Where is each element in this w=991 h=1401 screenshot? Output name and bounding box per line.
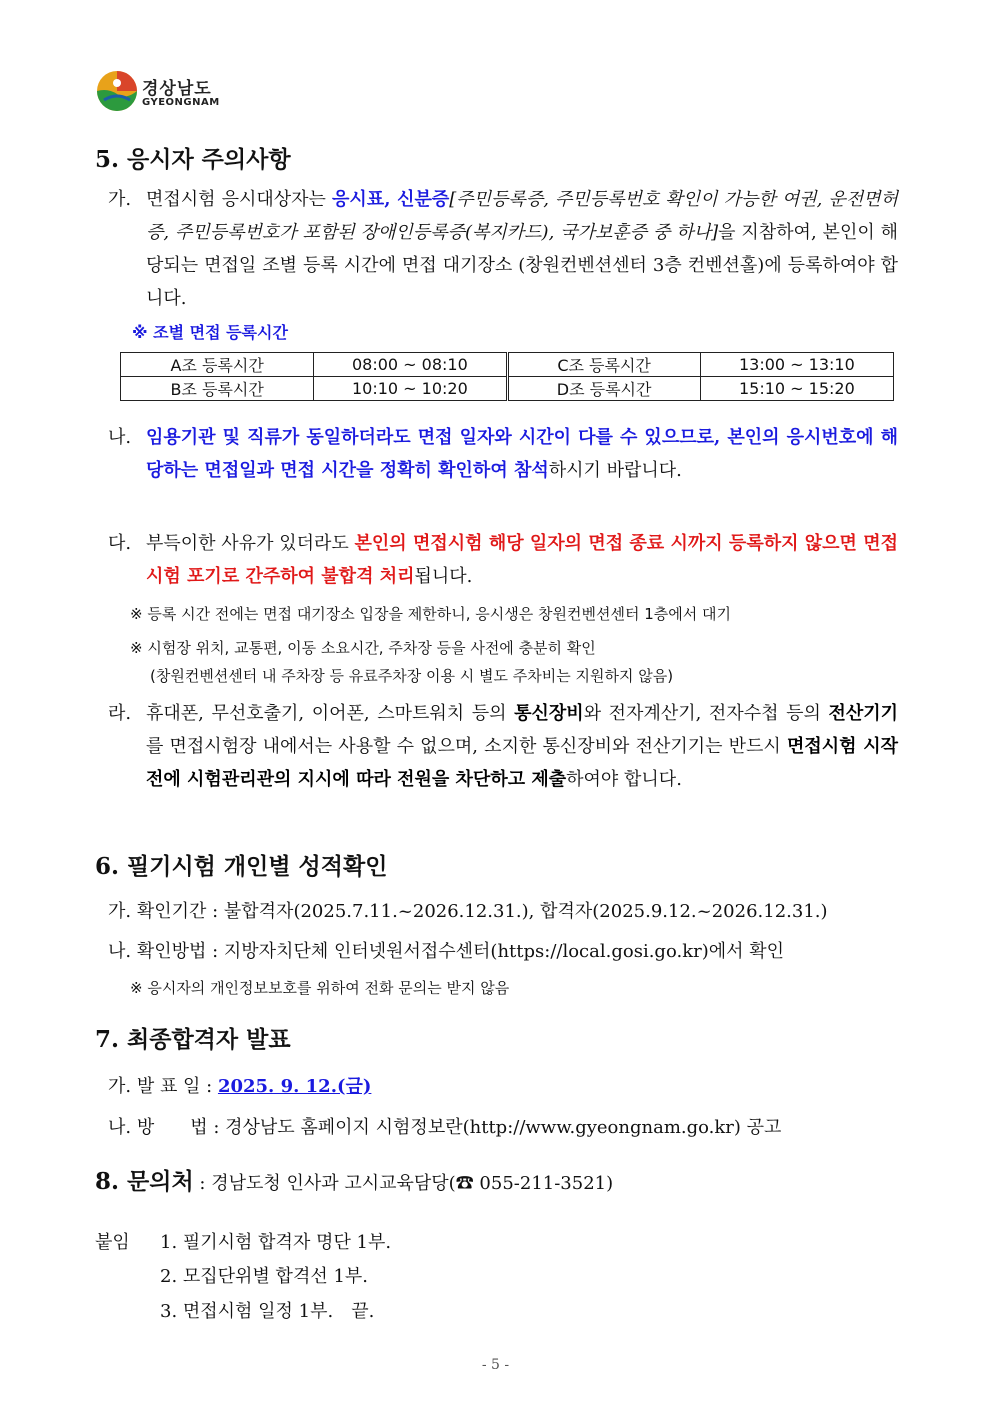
note-location: ※ 시험장 위치, 교통편, 이동 소요시간, 주차장 등을 사전에 충분히 확인 (130, 639, 596, 657)
emphasis-text: 임용기관 및 직류가 동일하더라도 면접 일자와 시간이 다를 수 있으므로, 본인의 응시번호에 해당하는 면접일과 면접 시간을 정확히 확인하여 참석 (146, 427, 898, 481)
text: 가. 발 표 일 : (108, 1076, 218, 1097)
schedule-table-title: ※ 조별 면접 등록시간 (132, 323, 288, 342)
s5-item-na (108, 421, 898, 487)
table-cell: 13:00 ~ 13:10 (700, 353, 893, 377)
registration-schedule-table (120, 352, 894, 401)
attach-label: 붙임 (95, 1232, 130, 1253)
attach-item: 1. 필기시험 합격자 명단 1부. (160, 1232, 392, 1253)
s7-item-na: 나. 방 법 : 경상남도 홈페이지 시험정보란(http://www.gyeongnam.go.kr) 공고 (108, 1117, 782, 1138)
table-cell: A조 등록시간 (121, 353, 314, 377)
section-6-title: 6. 필기시험 개인별 성적확인 (95, 853, 388, 880)
s5-item-ra (108, 697, 898, 796)
s6-item-na: 나. 확인방법 : 지방자치단체 인터넷원서접수센터(https://local.gosi.go.kr)에서 확인 (108, 941, 784, 962)
bold-text: 통신장비 (514, 703, 584, 724)
text: 을 지참하여, 본인이 해당되는 면접일 조별 등록 시간에 면접 대기장소 (창원컨벤션센터 3층 컨벤션홀)에 등록하여야 합니다. (146, 222, 898, 309)
s6-item-ga: 가. 확인기간 : 불합격자(2025.7.11.~2026.12.31.), 합격자(2025.9.12.~2026.12.31.) (108, 901, 828, 922)
s6-note: ※ 응시자의 개인정보보호를 위하여 전화 문의는 받지 않음 (130, 979, 510, 997)
table-cell: 08:00 ~ 08:10 (314, 353, 507, 377)
note-parking: (창원컨벤션센터 내 주차장 등 유료주차장 이용 시 별도 주차비는 지원하지 않음) (150, 667, 674, 685)
id-list-text: [주민등록증, 주민등록번호 확인이 가능한 여권, 운전면허증, 주민등록번호가 포함된 장애인등록증(복지카드), 국가보훈증 중 하나] (146, 189, 898, 243)
s5-item-da (108, 527, 898, 593)
item-label: 가. (108, 189, 132, 210)
table-row (121, 353, 894, 377)
warning-text: 본인의 면접시험 해당 일자의 면접 종료 시까지 등록하지 않으면 면접시험 포기로 간주하여 불합격 처리 (146, 533, 898, 587)
gyeongnam-emblem-icon (96, 70, 138, 112)
bold-text: 면접시험 시작 전에 시험관리관의 지시에 따라 전원을 차단하고 제출 (146, 736, 898, 790)
s5-item-ga (108, 183, 898, 315)
section-8-title: 8. 문의처 (95, 1168, 194, 1195)
table-cell: 15:10 ~ 15:20 (700, 377, 893, 401)
table-cell: 10:10 ~ 10:20 (314, 377, 507, 401)
section-7-title: 7. 최종합격자 발표 (95, 1026, 291, 1053)
note-registration: ※ 등록 시간 전에는 면접 대기장소 입장을 제한하니, 응시생은 창원컨벤션센터 1층에서 대기 (130, 605, 731, 623)
text: 부득이한 사유가 있더라도 (146, 533, 355, 554)
item-label: 다. (108, 533, 132, 554)
attach-item: 3. 면접시험 일정 1부. 끝. (160, 1301, 375, 1322)
logo-english-text: GYEONGNAM (142, 97, 220, 108)
s8-contact (95, 1163, 613, 1196)
page-number: - 5 - (481, 1357, 510, 1373)
item-label: 나. (108, 427, 132, 448)
bold-text: 전산기기 (828, 703, 898, 724)
text: 하시기 바랍니다. (548, 460, 682, 481)
table-cell: C조 등록시간 (507, 353, 700, 377)
table-cell: D조 등록시간 (507, 377, 700, 401)
table-cell: B조 등록시간 (121, 377, 314, 401)
section-5-title: 5. 응시자 주의사항 (95, 146, 291, 173)
gyeongnam-logo (96, 70, 236, 120)
attach-item: 2. 모집단위별 합격선 1부. (160, 1266, 369, 1287)
text: 와 전자계산기, 전자수첩 등의 (583, 703, 829, 724)
text: 하여야 합니다. (566, 769, 682, 790)
announcement-date: 2025. 9. 12.(금) (217, 1076, 372, 1097)
text: 휴대폰, 무선호출기, 이어폰, 스마트워치 등의 (146, 703, 515, 724)
text: 됩니다. (414, 566, 473, 587)
required-docs-text: 응시표, 신분증 (332, 189, 450, 210)
logo-korean-text: 경상남도 (142, 79, 212, 99)
s7-item-ga (108, 1072, 371, 1098)
item-label: 라. (108, 703, 132, 724)
text: 면접시험 응시대상자는 (146, 189, 333, 210)
text: 를 면접시험장 내에서는 사용할 수 없으며, 소지한 통신장비와 전산기기는 반드시 (146, 736, 787, 757)
table-row (121, 377, 894, 401)
contact-text: : 경남도청 인사과 고시교육담당(☎ 055-211-3521) (193, 1173, 614, 1194)
